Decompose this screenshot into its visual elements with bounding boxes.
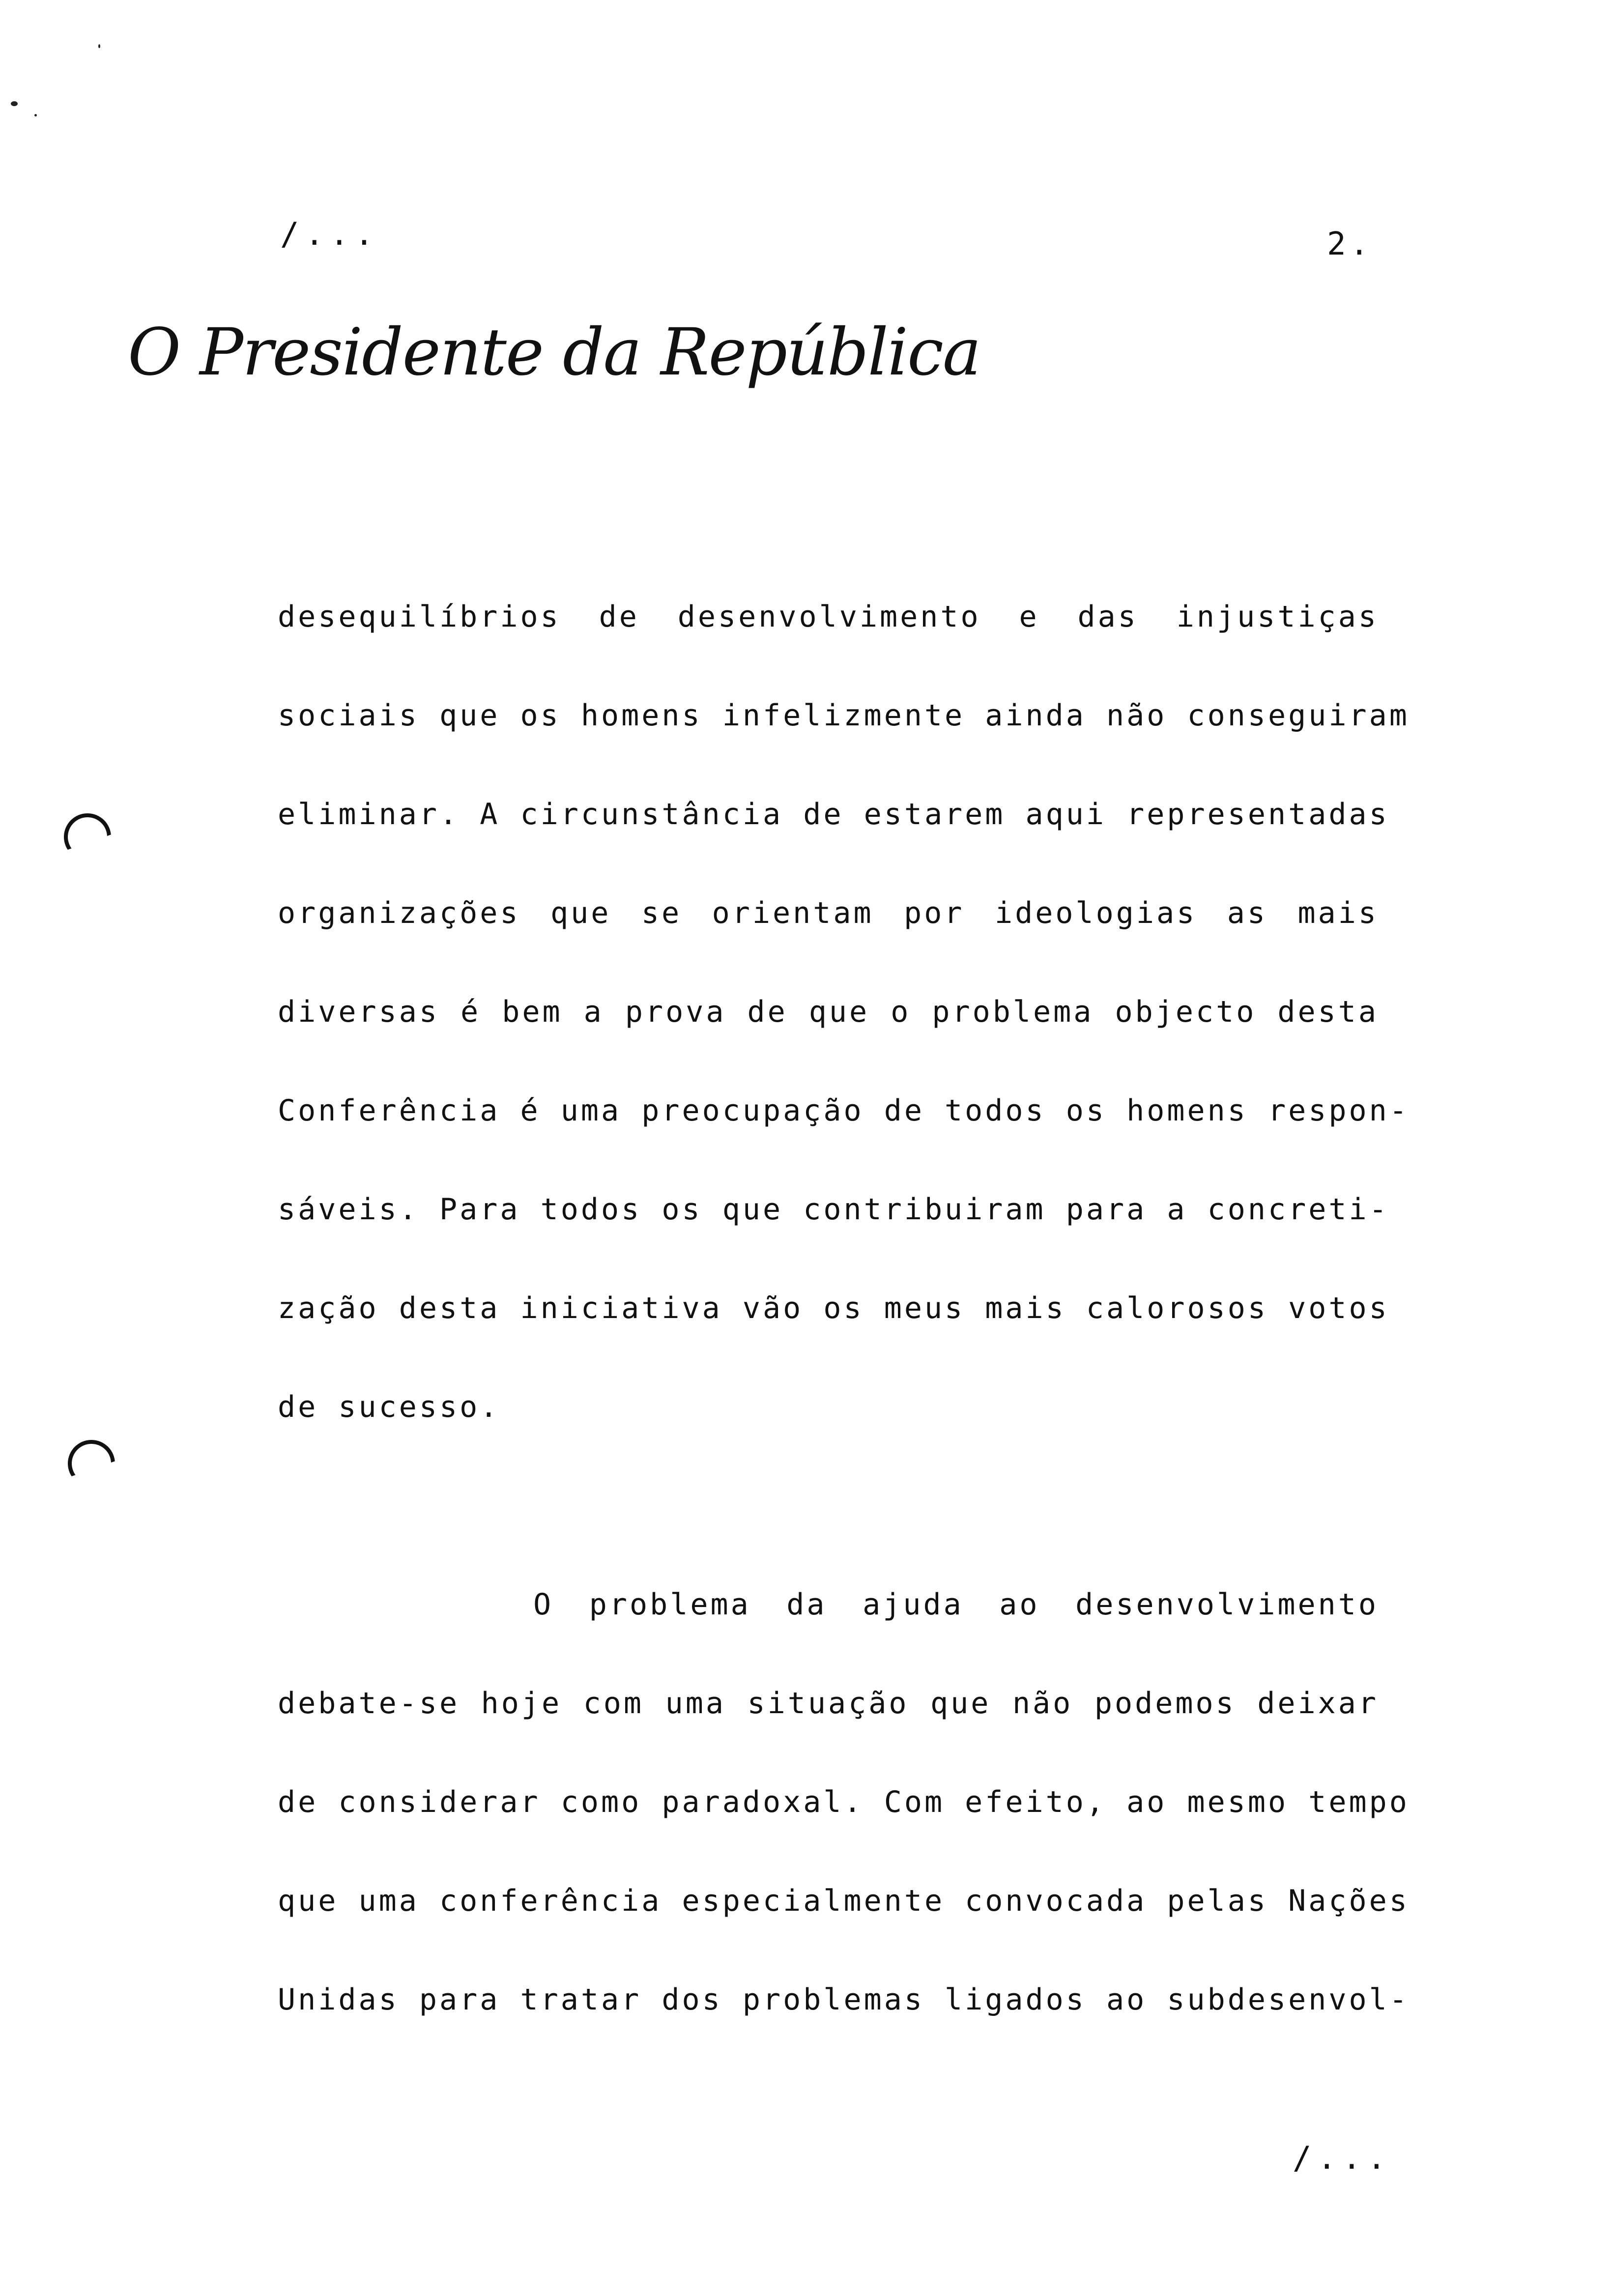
scan-speck bbox=[34, 114, 37, 116]
scan-speck bbox=[11, 101, 18, 106]
text-line: sociais que os homens infelizmente ainda não conseguiram bbox=[278, 698, 1410, 733]
letter-body bbox=[278, 600, 1410, 2081]
page-number: 2. bbox=[1327, 226, 1373, 262]
text-line: debate-se hoje com uma situação que não podemos deixar bbox=[278, 1686, 1379, 1721]
text-line: diversas é bem a prova de que o problema objecto desta bbox=[278, 995, 1379, 1029]
text-line: eliminar. A circunstância de estarem aqui representadas bbox=[278, 797, 1389, 832]
text-line: organizações que se orientam por ideologias as mais bbox=[278, 896, 1379, 930]
text-line: sáveis. Para todos os que contribuiram para a concreti- bbox=[278, 1192, 1389, 1227]
header-continuation: /... bbox=[280, 216, 380, 253]
scan-speck bbox=[98, 44, 100, 48]
paragraph-gap bbox=[278, 1489, 1379, 1587]
text-line: desequilíbrios de desenvolvimento e das injustiças bbox=[278, 600, 1379, 634]
paragraph bbox=[278, 1587, 1410, 2081]
text-line: Conferência é uma preocupação de todos os homens respon- bbox=[278, 1093, 1410, 1128]
text-line: O problema da ajuda ao desenvolvimento bbox=[533, 1587, 1379, 1622]
punch-hole-mark bbox=[64, 813, 111, 861]
text-line: Unidas para tratar dos problemas ligados ao subdesenvol- bbox=[278, 1982, 1410, 2017]
text-line: que uma conferência especialmente convocada pelas Nações bbox=[278, 1884, 1410, 1918]
punch-hole-mark bbox=[68, 1440, 115, 1487]
text-line: de considerar como paradoxal. Com efeito, ao mesmo tempo bbox=[278, 1785, 1410, 1819]
text-line: de sucesso. bbox=[278, 1390, 500, 1424]
paragraph bbox=[278, 600, 1410, 1489]
letterhead-title: O Presidente da República bbox=[128, 315, 980, 390]
footer-continuation: /... bbox=[1293, 2140, 1392, 2177]
text-line: zação desta iniciativa vão os meus mais calorosos votos bbox=[278, 1291, 1389, 1325]
